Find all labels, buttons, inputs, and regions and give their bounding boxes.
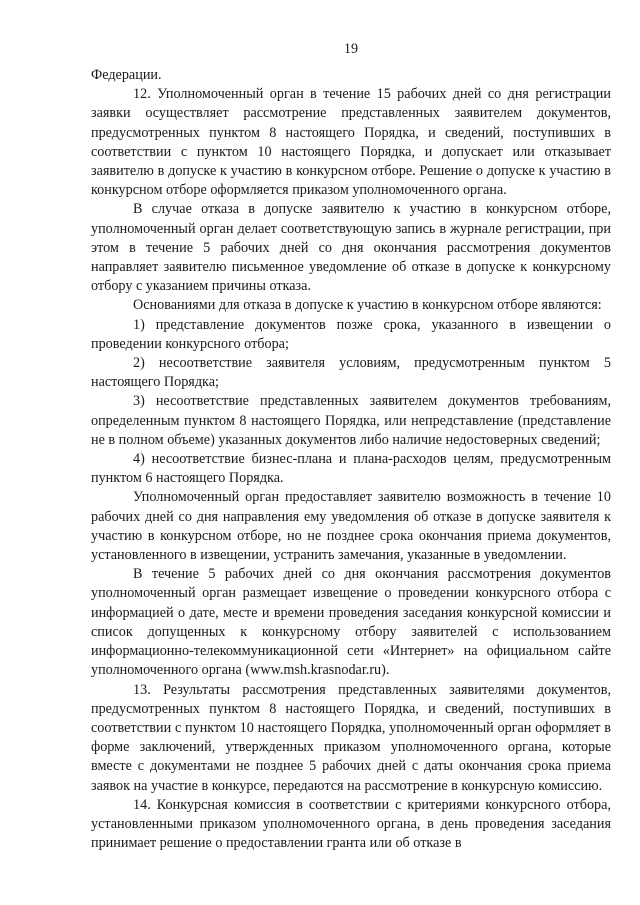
paragraph-item-14: 14. Конкурсная комиссия в соответствии с критериями конкурсного отбора, установленными приказом уполномоченного органа, в день проведения заседания принимает решение о предоставлении гранта или об отказе в	[91, 796, 611, 852]
paragraph-item-12: 12. Уполномоченный орган в течение 15 рабочих дней со дня регистрации заявки осуществляет рассмотрение представленных заявителем документов, предусмотренных пунктом 8 настоящего Порядка, и сведений, поступивших в соответствии с пунктом 10 настоящего Порядка, и допускает или отказывает заявителю в допуске к участию в конкурсном отборе. Решение о допуске к участию в конкурсном отборе оформляется приказом уполномоченного органа.	[91, 86, 611, 199]
paragraph-refusal-case: В случае отказа в допуске заявителю к участию в конкурсном отборе, уполномоченный орган делает соответствующую запись в журнале регистрации, при этом в течение 5 рабочих дней со дня окончания рассмотрения документов направляет заявителю письменное уведомление об отказе в допуске к конкурсному отбору с указанием причины отказа.	[91, 201, 611, 295]
list-item-3: 3) несоответствие представленных заявителем документов требованиям, определенным пунктом 8 настоящего Порядка, или непредставление (представление не в полном объеме) указанных документов либо наличие недостоверных сведений;	[91, 393, 611, 448]
list-item-1: 1) представление документов позже срока, указанного в извещении о проведении конкурсного отбора;	[91, 316, 611, 352]
paragraph-continuation: Федерации.	[91, 67, 162, 83]
list-item-2: 2) несоответствие заявителя условиям, предусмотренным пунктом 5 настоящего Порядка;	[91, 355, 611, 391]
paragraph-item-13: 13. Результаты рассмотрения представленных заявителями документов, предусмотренных пунктом 8 настоящего Порядка, и сведений, поступивших в соответствии с пунктом 10 настоящего Порядка, уполномоченный орган оформляет в форме заключений, утвержденных приказом уполномоченного органа, которые вместе с документами не позднее 5 рабочих дней с даты окончания срока приема заявок на участие в конкурсе, передаются на рассмотрение в конкурсную комиссию.	[91, 681, 611, 794]
page-number: 19	[343, 41, 359, 57]
paragraph-correction-opportunity: Уполномоченный орган предоставляет заявителю возможность в течение 10 рабочих дней со дня направления ему уведомления об отказе в допуске заявителя к участию в конкурсном отборе, но не позднее срока окончания приема документов, установленного в извещении, устранить замечания, указанные в уведомлении.	[91, 489, 611, 564]
paragraph-refusal-grounds: Основаниями для отказа в допуске к участию в конкурсном отборе являются:	[133, 297, 602, 314]
paragraph-notice-publication: В течение 5 рабочих дней со дня окончания рассмотрения документов уполномоченный орган размещает извещение о проведении конкурсного отбора с информацией о дате, месте и времени проведения заседания конкурсной комиссии и список допущенных к конкурсному отбору заявителей с использованием информационно-телекоммуникационной сети «Интернет» на официальном сайте уполномоченного органа (www.msh.krasnodar.ru).	[91, 566, 611, 679]
list-item-4: 4) несоответствие бизнес-плана и плана-расходов целям, предусмотренным пунктом 6 настоящего Порядка.	[91, 451, 611, 487]
